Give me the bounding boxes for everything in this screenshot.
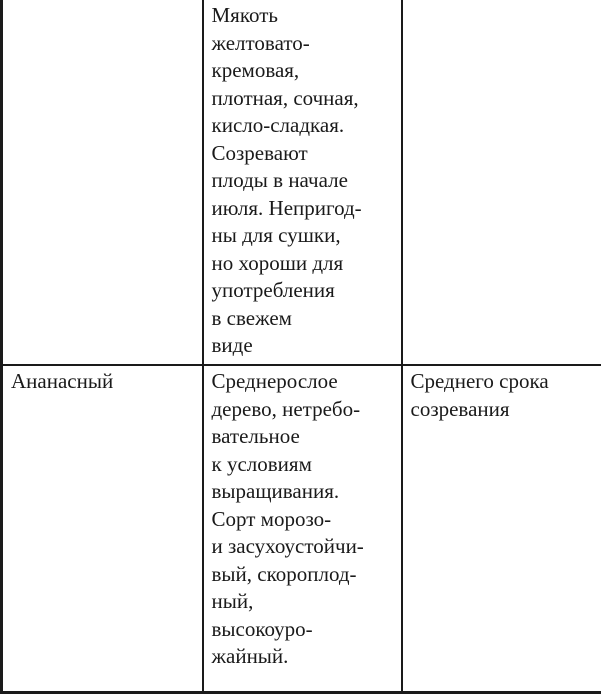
description-line: виде [212, 332, 397, 360]
description-line: дерево, нетребо- [212, 396, 397, 424]
ripening-line: Среднего срока [411, 368, 598, 396]
description-line: плотная, сочная, [212, 85, 397, 113]
description-line: июля. Непригод- [212, 195, 397, 223]
description-line: к условиям [212, 451, 397, 479]
variety-cell [2, 365, 203, 692]
ripening-cell [402, 0, 601, 365]
description-line: и засухоустойчи- [212, 533, 397, 561]
description-line: в свежем [212, 305, 397, 333]
description-line: Созревают [212, 140, 397, 168]
description-line: кремовая, [212, 57, 397, 85]
description-line: плоды в начале [212, 167, 397, 195]
description-line: но хороши для [212, 250, 397, 278]
description-line: вый, скороплод- [212, 561, 397, 589]
description-line: Мякоть [212, 2, 397, 30]
description-line: высокоуро- [212, 616, 397, 644]
description-cell [203, 365, 402, 692]
description-line: желтовато- [212, 30, 397, 58]
description-line: Сорт морозо- [212, 506, 397, 534]
description-line: кисло-сладкая. [212, 112, 397, 140]
description-line: употребления [212, 277, 397, 305]
description-line: ны для сушки, [212, 222, 397, 250]
table-row [2, 0, 601, 365]
ripening-cell [402, 365, 601, 692]
description-line: выращивания. [212, 478, 397, 506]
variety-name: Ананасный [11, 368, 198, 396]
table-row [2, 365, 601, 692]
description-cell [203, 0, 402, 365]
description-line: Среднерослое [212, 368, 397, 396]
description-line: жайный. [212, 643, 397, 671]
variety-cell [2, 0, 203, 365]
ripening-line: созревания [411, 396, 598, 424]
description-line: ный, [212, 588, 397, 616]
description-line: вательное [212, 423, 397, 451]
